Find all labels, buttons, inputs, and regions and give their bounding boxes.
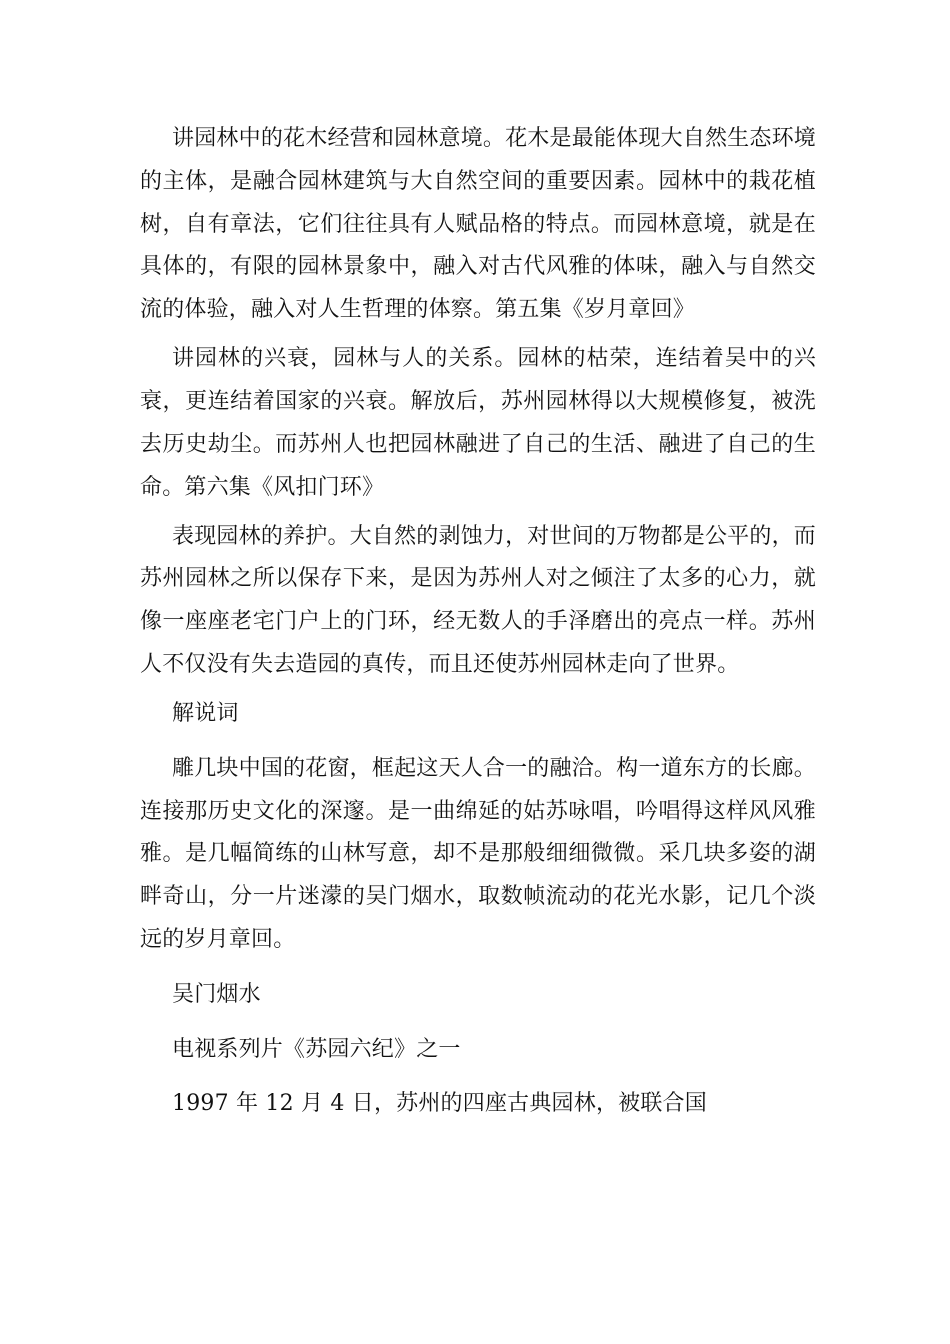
heading-wumen-yanshui: 吴门烟水 <box>172 981 261 1007</box>
paragraph-garden-rise-fall: 讲园林的兴衰，园林与人的关系。园林的枯荣，连结着吴中的兴衰，更连结着国家的兴衰。解放后，苏州园林得以大规模修复，被洗去历史劫尘。而苏州人也把园林融进了自己的生活、融进了自己的生命。第六集《风扣门环》 <box>140 346 816 500</box>
paragraph-garden-flora: 讲园林中的花木经营和园林意境。花木是最能体现大自然生态环境的主体，是融合园林建筑与大自然空间的重要因素。园林中的栽花植树，自有章法，它们往往具有人赋品格的特点。而园林意境，就是在具体的，有限的园林景象中，融入对古代风雅的体味，融入与自然交流的体验，融入对人生哲理的体察。第五集《岁月章回》 <box>140 126 816 323</box>
paragraph-garden-maintenance: 表现园林的养护。大自然的剥蚀力，对世间的万物都是公平的，而苏州园林之所以保存下来，是因为苏州人对之倾注了太多的心力，就像一座座老宅门户上的门环，经无数人的手泽磨出的亮点一样。苏州人不仅没有失去造园的真传，而且还使苏州园林走向了世界。 <box>140 523 816 677</box>
heading-narration: 解说词 <box>172 700 239 726</box>
document-page <box>140 118 816 1132</box>
subtitle-series: 电视系列片《苏园六纪》之一 <box>172 1036 461 1062</box>
paragraph-1997-intro: 1997 年 12 月 4 日，苏州的四座古典园林，被联合国 <box>172 1091 707 1117</box>
paragraph-narration: 雕几块中国的花窗，框起这天人合一的融洽。构一道东方的长廊。连接那历史文化的深邃。是一曲绵延的姑苏咏唱，吟唱得这样风风雅雅。是几幅简练的山林写意，却不是那般细细微微。采几块多姿的湖畔奇山，分一片迷濛的吴门烟水，取数帧流动的花光水影，记几个淡远的岁月章回。 <box>140 755 816 952</box>
